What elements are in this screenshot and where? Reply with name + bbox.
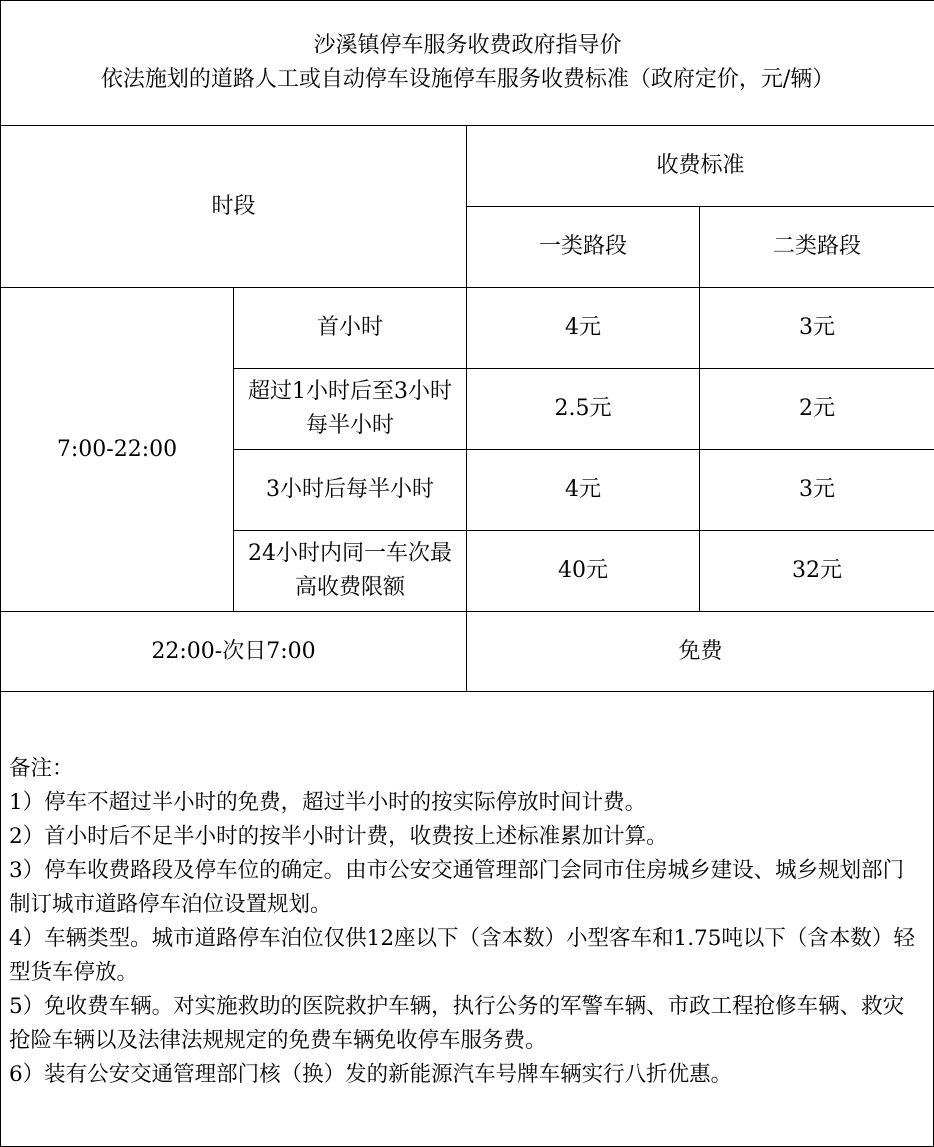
night-row [1,612,934,692]
note-item: 4）车辆类型。城市道路停车泊位仅供12座以下（含本数）小型客车和1.75吨以下（含本数）轻型货车停放。 [9,926,915,985]
night-time-range: 22:00-次日7:00 [1,612,467,692]
title-row [1,1,934,126]
note-item: 5）免收费车辆。对实施救助的医院救护车辆，执行公务的军警车辆、市政工程抢修车辆、救灾抢险车辆以及法律法规规定的免费车辆免收停车服务费。 [9,994,905,1053]
fee-class2: 3元 [700,450,934,531]
fee-class2: 2元 [700,369,934,450]
class1-header: 一类路段 [467,207,700,288]
notes-section [0,690,934,1147]
note-item: 3）停车收费路段及停车位的确定。由市公安交通管理部门会同市住房城乡建设、城乡规划部门制订城市道路停车泊位设置规划。 [9,858,905,917]
fee-class1: 2.5元 [467,369,700,450]
day-time-range: 7:00-22:00 [1,288,234,612]
fee-item: 3小时后每半小时 [234,450,467,531]
fee-item: 24小时内同一车次最高收费限额 [234,531,467,612]
fee-class1: 4元 [467,288,700,369]
fee-class2: 3元 [700,288,934,369]
fee-item: 超过1小时后至3小时每半小时 [234,369,467,450]
table-title [1,1,934,126]
fee-item: 首小时 [234,288,467,369]
fee-standard-header: 收费标准 [467,126,934,207]
period-header: 时段 [1,126,467,288]
fee-class2: 32元 [700,531,934,612]
note-item: 6）装有公安交通管理部门核（换）发的新能源汽车号牌车辆实行八折优惠。 [9,1062,733,1087]
night-fee: 免费 [467,612,934,692]
fee-class1: 40元 [467,531,700,612]
title-line-2: 依法施划的道路人工或自动停车设施停车服务收费标准（政府定价，元/辆） [100,67,835,92]
class2-header: 二类路段 [700,207,934,288]
header-row-1 [1,126,934,207]
table-row [1,288,934,369]
fee-class1: 4元 [467,450,700,531]
note-item: 1）停车不超过半小时的免费，超过半小时的按实际停放时间计费。 [9,790,647,815]
note-item: 2）首小时后不足半小时的按半小时计费，收费按上述标准累加计算。 [9,824,668,849]
title-line-1: 沙溪镇停车服务收费政府指导价 [313,33,622,58]
notes-heading: 备注： [9,756,74,781]
